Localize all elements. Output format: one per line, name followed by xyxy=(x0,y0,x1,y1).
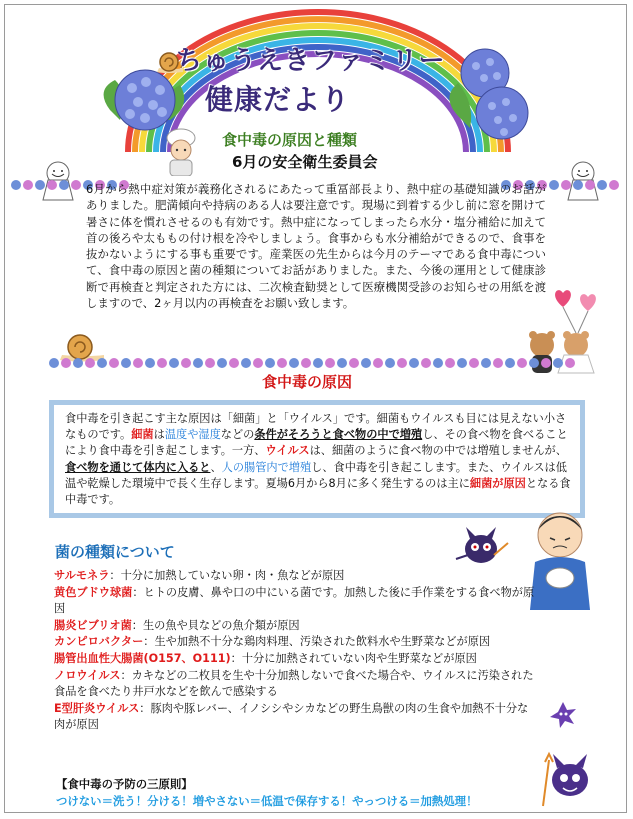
cause-text-segment: 食べ物を通じて体内に入ると xyxy=(65,460,211,474)
cause-text-segment: 細菌が原因 xyxy=(469,476,526,490)
prevention-slogan: つけない＝洗う！分ける！増やさない＝低温で保存する！やっつける＝加熱処理！ xyxy=(56,794,478,808)
bacteria-name: サルモネラ xyxy=(54,569,110,582)
bacteria-desc: ：ヒトの皮膚、鼻や口の中にいる菌です。加熱した後に手作業をする食べ物が原因 xyxy=(54,585,535,616)
cause-text-segment: 条件がそろうと食べ物の中で増殖 xyxy=(254,428,423,442)
bacteria-desc: ：豚肉や豚レバー、イノシシやシカなどの野生鳥獣の肉の生食や加熱不十分な肉が原因 xyxy=(54,701,529,732)
cause-text-segment: は xyxy=(153,428,165,442)
cause-text-segment: 、 xyxy=(210,460,222,474)
bacteria-desc: ：生の魚や貝などの魚介類が原因 xyxy=(131,618,300,632)
cause-heading: 食中毒の原因 xyxy=(262,373,353,391)
intro-paragraph: 6月から熱中症対策が義務化されるにあたって重冨部長より、熱中症の基礎知識のお話がありました。肥満傾向や持病のある人は要注意です。現場に到着する少し前に窓を開けて暑さに体を慣れさせるのも有効です。熱中症になってしまったら水分・塩分補給に加えて首の後ろや太ももの付け根を冷やしましょう。食事からも水分補給ができるので、食事を抜かないようにする事も重要です。産業医の先生からは今月のテーマである食中毒について、食中毒の原因と菌の種類についてお話がありました。また、今後の運用として健康診断で再検査と判定された方には、二次検査勧奨として医療機関受診のお知らせの用紙を渡しますので、2ヶ月以内の再検査をお願い致します。 xyxy=(86,182,546,311)
cause-text-segment: 細菌 xyxy=(131,428,154,442)
bacteria-name: E型肝炎ウイルス xyxy=(54,701,140,715)
germ-devil-icon xyxy=(535,740,605,810)
cause-text-segment: し、食中毒を引き起こします。また、ウイルスは低温や乾燥した環境中で長く生存します。夏場6月から8月に多く発生するのは主に xyxy=(65,460,567,490)
cause-text-segment: ウイルス xyxy=(265,444,310,458)
bunting-decoration xyxy=(48,356,582,370)
bacteria-desc: ：生や加熱不十分な鶏肉料理、汚染された飲料水や生野菜などが原因 xyxy=(143,635,491,649)
bacteria-name: 黄色ブドウ球菌 xyxy=(54,585,133,599)
prevention-title: 【食中毒の予防の三原則】 xyxy=(56,777,193,791)
newsletter-subtitle: 食中毒の原因と種類 xyxy=(222,131,358,149)
cause-text-segment: 人の腸管内で増殖 xyxy=(221,460,312,474)
bacteria-name: 腸管出血性大腸菌(O157、O111) xyxy=(54,651,231,665)
newsletter-title-line1: ちゅうえきファミリー xyxy=(176,46,446,76)
list-item xyxy=(54,585,539,618)
committee-heading: 6月の安全衛生委員会 xyxy=(232,153,378,171)
chef-icon xyxy=(160,128,202,176)
cause-text-segment: 食中毒を引き起こす主な原因は「細菌」と「ウイルス」です。細菌もウイルスも目には見えない小さなものです。 xyxy=(65,412,567,442)
types-heading: 菌の種類について xyxy=(55,543,175,561)
bacteria-desc: ：十分に加熱されていない肉や生野菜などが原因 xyxy=(230,651,477,665)
cause-text-segment: 温度や湿度 xyxy=(164,428,221,442)
bacteria-name: ノロウイルス xyxy=(54,668,121,682)
cause-text-segment: は、細菌のように食べ物の中では増殖しませんが、 xyxy=(309,444,567,458)
list-item xyxy=(54,568,539,585)
cause-text-segment: し、その食べ物を食べることにより食中毒を引き起こします。一方、 xyxy=(65,428,568,458)
list-item xyxy=(54,701,539,734)
virus-icon xyxy=(548,700,578,730)
bacteria-desc: ：カキなどの二枚貝を生や十分加熱しないで食べた場合や、ウイルスに汚染された食品を食べたり井戸水などを飲んで感染する xyxy=(54,668,534,699)
cause-box xyxy=(49,400,585,518)
newsletter-title-line2: 健康だより xyxy=(205,83,351,116)
list-item xyxy=(54,618,539,635)
hydrangea-illustration xyxy=(440,38,540,148)
germ-devil-icon xyxy=(446,515,516,575)
bacteria-desc: ：十分に加熱していない卵・肉・魚などが原因 xyxy=(109,569,345,582)
cause-paragraph xyxy=(65,412,571,506)
list-item xyxy=(54,668,539,701)
list-item xyxy=(54,634,539,651)
cause-text-segment: となる食中毒です。 xyxy=(65,476,571,507)
bacteria-types-list xyxy=(54,568,539,734)
cause-text-segment: などの xyxy=(220,428,255,442)
list-item xyxy=(54,651,539,668)
bacteria-name: 腸炎ビブリオ菌 xyxy=(54,618,132,632)
bacteria-name: カンピロバクター xyxy=(54,635,144,649)
